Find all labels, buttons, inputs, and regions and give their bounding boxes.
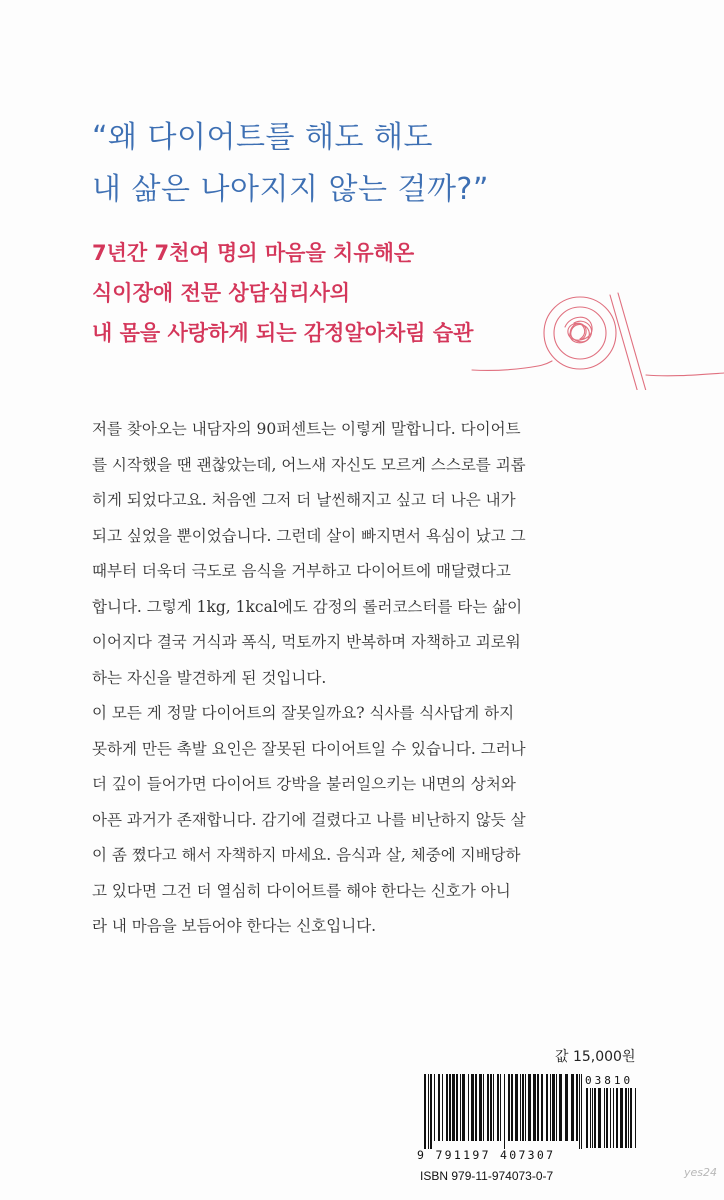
barcode-bar [511, 1074, 513, 1141]
barcode-addon-bars [586, 1088, 638, 1148]
barcode-bar [537, 1074, 539, 1141]
barcode-bars [424, 1074, 584, 1149]
body-line: 못하게 만든 촉발 요인은 잘못된 다이어트일 수 있습니다. 그러나 [92, 739, 526, 758]
barcode-bar [508, 1074, 510, 1141]
barcode-bar [449, 1074, 451, 1141]
barcode-bar [628, 1088, 629, 1148]
barcode-bar [528, 1074, 531, 1141]
isbn-number: ISBN 979-11-974073-0-7 [420, 1169, 554, 1183]
barcode-bar [546, 1074, 548, 1141]
barcode-bar [541, 1074, 543, 1141]
body-line: 이 좀 쪘다고 해서 자책하지 마세요. 음식과 살, 체중에 지배당하 [92, 846, 521, 864]
barcode-bar [430, 1074, 432, 1149]
body-line: 이어지다 결국 거식과 폭식, 먹토까지 반복하며 자책하고 괴로워 [92, 633, 521, 651]
barcode-bar [475, 1074, 477, 1141]
barcode-bar [434, 1074, 435, 1141]
body-line: 아픈 과거가 존재합니다. 감기에 걸렸다고 나를 비난하지 않듯 살 [92, 810, 526, 829]
barcode-bar [515, 1074, 518, 1141]
subheading-line-2: 식이장애 전문 상담심리사의 [92, 281, 351, 305]
barcode-bar [428, 1074, 429, 1149]
barcode-bar [446, 1074, 448, 1141]
barcode-bar [460, 1074, 461, 1141]
barcode-bar [533, 1074, 536, 1141]
headline-line-1: “왜 다이어트를 해도 해도 [92, 120, 433, 155]
barcode-bar [559, 1074, 562, 1141]
barcode-bar [442, 1074, 443, 1141]
barcode-bar [522, 1074, 524, 1141]
body-text [92, 412, 637, 945]
barcode-addon-digits: 03810 [585, 1074, 634, 1087]
barcode-bar [592, 1088, 593, 1148]
barcode-bar [471, 1074, 474, 1141]
barcode-bar [613, 1088, 614, 1148]
barcode-bar [635, 1088, 636, 1148]
price-label: 값 15,000원 [555, 1049, 636, 1065]
barcode-bar [493, 1074, 494, 1141]
watermark: yes24 [684, 1166, 718, 1179]
subheading-line-3: 내 몸을 사랑하게 되는 감정알아차림 습관 [92, 321, 474, 345]
barcode-bar [552, 1074, 555, 1141]
body-line: 고 있다면 그건 더 열심히 다이어트를 해야 한다는 신호가 아니 [92, 881, 511, 900]
body-line: 이 모든 게 정말 다이어트의 잘못일까요? 식사를 식사답게 하지 [92, 704, 515, 722]
headline-line-2: 내 삶은 나아지지 않는 걸까?” [92, 172, 489, 207]
barcode-bar [616, 1088, 618, 1148]
barcode-bar [424, 1074, 426, 1149]
body-line: 때부터 더욱더 극도로 음식을 거부하고 다이어트에 매달렸다고 [92, 562, 511, 580]
barcode-bar [438, 1074, 440, 1141]
barcode-bar [594, 1088, 596, 1148]
barcode-bar [452, 1074, 455, 1141]
plate-chopsticks-illustration [470, 275, 724, 390]
body-line: 를 시작했을 땐 괜찮았는데, 어느새 자신도 모르게 스스로를 괴롭 [92, 455, 526, 474]
barcode-bar [576, 1074, 578, 1141]
barcode-bar [479, 1074, 482, 1141]
body-line: 하는 자신을 발견하게 된 것입니다. [92, 668, 327, 687]
barcode-bar [606, 1088, 608, 1148]
barcode-digits: 9 791197 407307 [417, 1148, 556, 1162]
barcode-bar [520, 1074, 521, 1141]
barcode-bar [456, 1074, 458, 1141]
barcode-bar [500, 1074, 501, 1141]
barcode-bar [625, 1088, 627, 1148]
body-line: 저를 찾아오는 내담자의 90퍼센트는 이렇게 말합니다. 다이어트 [92, 420, 521, 438]
barcode-bar [630, 1088, 632, 1148]
barcode-bar [487, 1074, 489, 1141]
barcode-bar [490, 1074, 492, 1141]
body-line: 더 깊이 들어가면 다이어트 강박을 불러일으키는 내면의 상처와 [92, 775, 516, 793]
barcode-bar [604, 1088, 605, 1148]
barcode-bar [497, 1074, 499, 1141]
barcode-bar [556, 1074, 557, 1141]
barcode-bar [462, 1074, 465, 1141]
barcode-bar [565, 1074, 568, 1141]
subheading-line-1: 7년간 7천여 명의 마음을 치유해온 [92, 241, 415, 265]
barcode-bar [598, 1088, 601, 1148]
barcode-bar [590, 1088, 591, 1148]
body-line: 되고 싶었을 뿐이었습니다. 그런데 살이 빠지면서 욕심이 났고 그 [92, 526, 526, 545]
isbn-barcode [416, 1072, 641, 1190]
barcode-bar [579, 1074, 580, 1149]
barcode-bar [610, 1088, 611, 1148]
barcode-bar [525, 1074, 526, 1141]
barcode-bar [620, 1088, 623, 1148]
barcode-bar [504, 1074, 505, 1149]
body-line: 합니다. 그렇게 1kg, 1kcal에도 감정의 롤러코스터를 타는 삶이 [92, 597, 523, 616]
body-line: 라 내 마음을 보듬어야 한다는 신호입니다. [92, 917, 377, 935]
headline-quote [92, 112, 652, 216]
barcode-bar [550, 1074, 551, 1141]
body-line: 히게 되었다고요. 처음엔 그저 더 날씬해지고 싶고 더 나은 내가 [92, 491, 516, 509]
barcode-bar [571, 1074, 574, 1141]
barcode-bar [468, 1074, 469, 1141]
barcode-bar [586, 1088, 588, 1148]
barcode-bar [581, 1074, 582, 1149]
barcode-bar [483, 1074, 484, 1141]
